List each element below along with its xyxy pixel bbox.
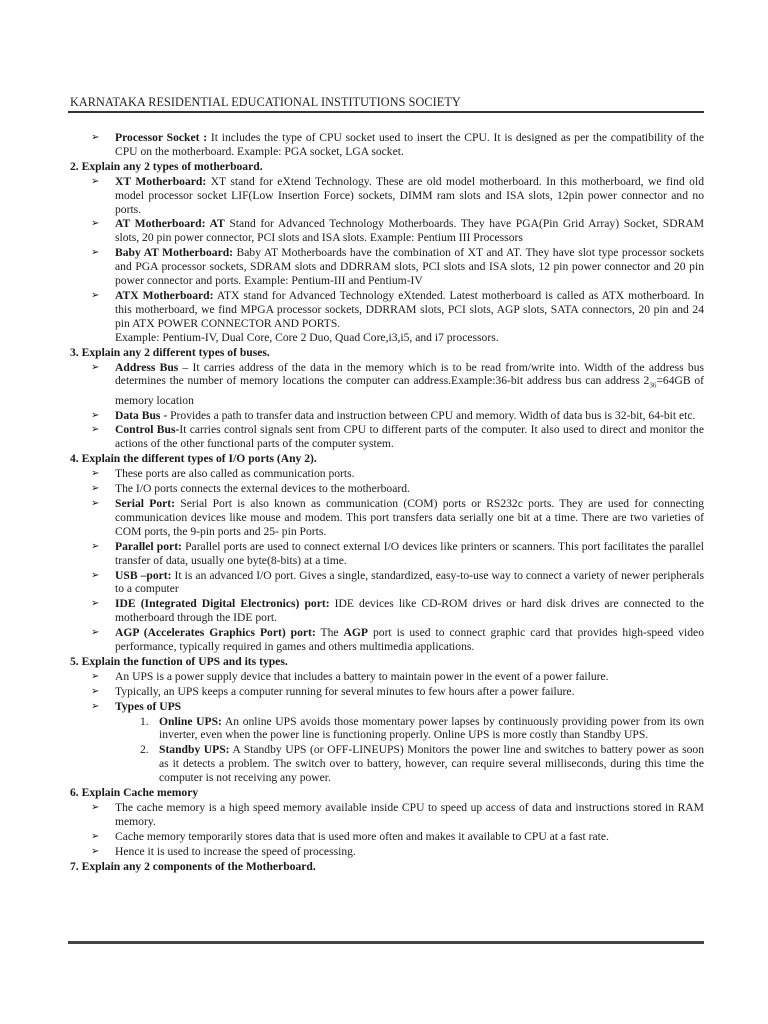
arrow-bullet-icon: ➢ — [91, 218, 100, 230]
numbered-item-online-ups: 1. Online UPS: An online UPS avoids those momentary power lapses by continuously providing power from its own inverter, even when the power line is functioning properly. Online UPS is more costly than Standby UPS. — [140, 714, 705, 742]
bullet-at-motherboard: ➢ AT Motherboard: AT Stand for Advanced Technology Motherboards. They have PGA(Pin Grid Array) Socket, SDRAM slots, 20 pin power connector, PCI slots and ISA slots. Example: Pentium III Processors — [91, 217, 705, 245]
bullet-ide-port: ➢ IDE (Integrated Digital Electronics) port: IDE devices like CD-ROM drives or hard disk drives are connected to the motherboard through the IDE port. — [91, 597, 704, 625]
numbered-item-standby-ups: 2. Standby UPS: A Standby UPS (or OFF-LINEUPS) Monitors the power line and switches to battery power as soon as it detects a problem. The switch over to battery, however, can require several milliseconds, during this time the computer is not receiving any power. — [140, 743, 704, 785]
bullet-cache-definition: ➢ The cache memory is a high speed memory available inside CPU to speed up access of data and instructions stored in RAM memory. — [91, 801, 704, 828]
bullet-address-bus: ➢ Address Bus – It carries address of the data in the memory which is to be read from/write into. Width of the address bus determines the number of memory locations the computer can address.Example:36-bit address bus can address $2_{36}=64GB$ of memory location — [91, 360, 705, 407]
question-heading-2: 2. Explain any 2 types of motherboard. — [70, 159, 263, 173]
bullet-ups-definition: ➢ An UPS is a power supply device that includes a battery to maintain power in the event of a power failure. — [91, 669, 609, 683]
bullet-communication-ports: ➢ These ports are also called as communication ports. — [91, 467, 355, 481]
arrow-bullet-icon: ➢ — [91, 409, 100, 421]
bullet-data-bus: ➢ Data Bus - Provides a path to transfer data and instruction between CPU and memory. Width of data bus is 32-bit, 64-bit etc. — [91, 408, 696, 422]
bullet-processor-socket: ➢ Processor Socket : It includes the type of CPU socket used to insert the CPU. It is designed as per the compatibility of the CPU on the motherboard. Example: PGA socket, LGA socket. — [91, 131, 704, 158]
bullet-xt-motherboard: ➢ XT Motherboard: XT stand for eXtend Technology. These are old model motherboard. In this motherboard, we find old model processor socket LIF(Low Insertion Force) sockets, DIMM ram slots and ISA slots, 12pin power connector and no ports. — [91, 174, 704, 216]
question-heading-3: 3. Explain any 2 different types of buses. — [70, 345, 270, 359]
bullet-control-bus: ➢ Control Bus-It carries control signals sent from CPU to different parts of the computer. It also used to direct and monitor the actions of the other functional parts of the computer system. — [91, 423, 704, 451]
document-body — [70, 130, 704, 874]
bullet-ups-runtime: ➢ Typically, an UPS keeps a computer running for several minutes to few hours after a power failure. — [91, 684, 575, 698]
arrow-bullet-icon: ➢ — [91, 468, 100, 480]
arrow-bullet-icon: ➢ — [91, 247, 100, 259]
arrow-bullet-icon: ➢ — [91, 670, 100, 682]
question-heading-7: 7. Explain any 2 components of the Motherboard. — [70, 859, 316, 873]
bullet-types-of-ups: ➢ Types of UPS — [91, 699, 182, 713]
arrow-bullet-icon: ➢ — [91, 361, 100, 373]
question-heading-6: 6. Explain Cache memory — [70, 786, 199, 800]
header-divider — [68, 111, 704, 113]
exponent: 36 — [649, 381, 657, 390]
question-heading-5: 5. Explain the function of UPS and its types. — [70, 654, 288, 668]
arrow-bullet-icon: ➢ — [91, 700, 100, 712]
bullet-atx-motherboard: ➢ ATX Motherboard: ATX stand for Advanced Technology eXtended. Latest motherboard is called as ATX motherboard. In this motherboard, we find MPGA processor sockets, DDRRAM slots, PCI slots, AGP slots, SATA connectors, 20 pin and 24 pin ATX POWER CONNECTOR AND PORTS. Example: Pentium-IV, Dual Core, Core 2 Duo, Quad Core,i3,i5, and i7 processors. — [91, 288, 704, 344]
arrow-bullet-icon: ➢ — [91, 424, 100, 436]
arrow-bullet-icon: ➢ — [91, 598, 100, 610]
arrow-bullet-icon: ➢ — [91, 802, 100, 813]
arrow-bullet-icon: ➢ — [91, 569, 100, 581]
bullet-serial-port: ➢ Serial Port: Serial Port is also known as communication (COM) ports or RS232c ports. They are used for connecting communication devices like mouse and modem. This port transfers data serially one bit at a time. There are two varieties of COM ports, the 9-pin ports and 25- pin Ports. — [91, 496, 705, 538]
bullet-baby-at-motherboard: ➢ Baby AT Motherboard: Baby AT Motherboards have the combination of XT and AT. They have slot type processor sockets and PGA processor sockets, SDRAM slots and DDRRAM slots, PCI slots and ISA slots, 12 pin power connector and 20 pin power connector and ports. Example: Pentium-III and Pentium-IV — [91, 246, 704, 288]
page-header-title: KARNATAKA RESIDENTIAL EDUCATIONAL INSTITUTIONS SOCIETY — [70, 95, 461, 109]
bullet-usb-port: ➢ USB –port: It is an advanced I/O port. Gives a single, standardized, easy-to-use way to connect a variety of newer peripherals to a computer — [91, 568, 704, 596]
bullet-cache-stores: ➢ Cache memory temporarily stores data that is used more often and makes it available to CPU at a fast rate. — [91, 829, 609, 843]
bullet-agp-port: ➢ AGP (Accelerates Graphics Port) port: The AGP port is used to connect graphic card that provides high-speed video performance, typically required in games and others multimedia applications. — [91, 626, 704, 654]
arrow-bullet-icon: ➢ — [91, 132, 100, 143]
arrow-bullet-icon: ➢ — [91, 830, 100, 842]
bullet-io-ports-connect: ➢ The I/O ports connects the external devices to the motherboard. — [91, 482, 410, 496]
question-heading-4: 4. Explain the different types of I/O ports (Any 2). — [70, 452, 317, 466]
atx-example: Example: Pentium-IV, Dual Core, Core 2 Duo, Quad Core,i3,i5, and i7 processors. — [115, 330, 499, 344]
bullet-cache-speed: ➢ Hence it is used to increase the speed of processing. — [91, 844, 356, 858]
arrow-bullet-icon: ➢ — [91, 175, 100, 187]
arrow-bullet-icon: ➢ — [91, 845, 100, 857]
arrow-bullet-icon: ➢ — [91, 685, 100, 697]
footer-divider — [68, 941, 704, 944]
arrow-bullet-icon: ➢ — [91, 289, 100, 301]
arrow-bullet-icon: ➢ — [91, 483, 100, 495]
arrow-bullet-icon: ➢ — [91, 627, 100, 639]
bullet-parallel-port: ➢ Parallel port: Parallel ports are used to connect external I/O devices like printers or scanners. This port facilitates the parallel transfer of data, usually one byte(8-bits) at a time. — [91, 539, 704, 567]
arrow-bullet-icon: ➢ — [91, 540, 100, 552]
arrow-bullet-icon: ➢ — [91, 497, 100, 509]
